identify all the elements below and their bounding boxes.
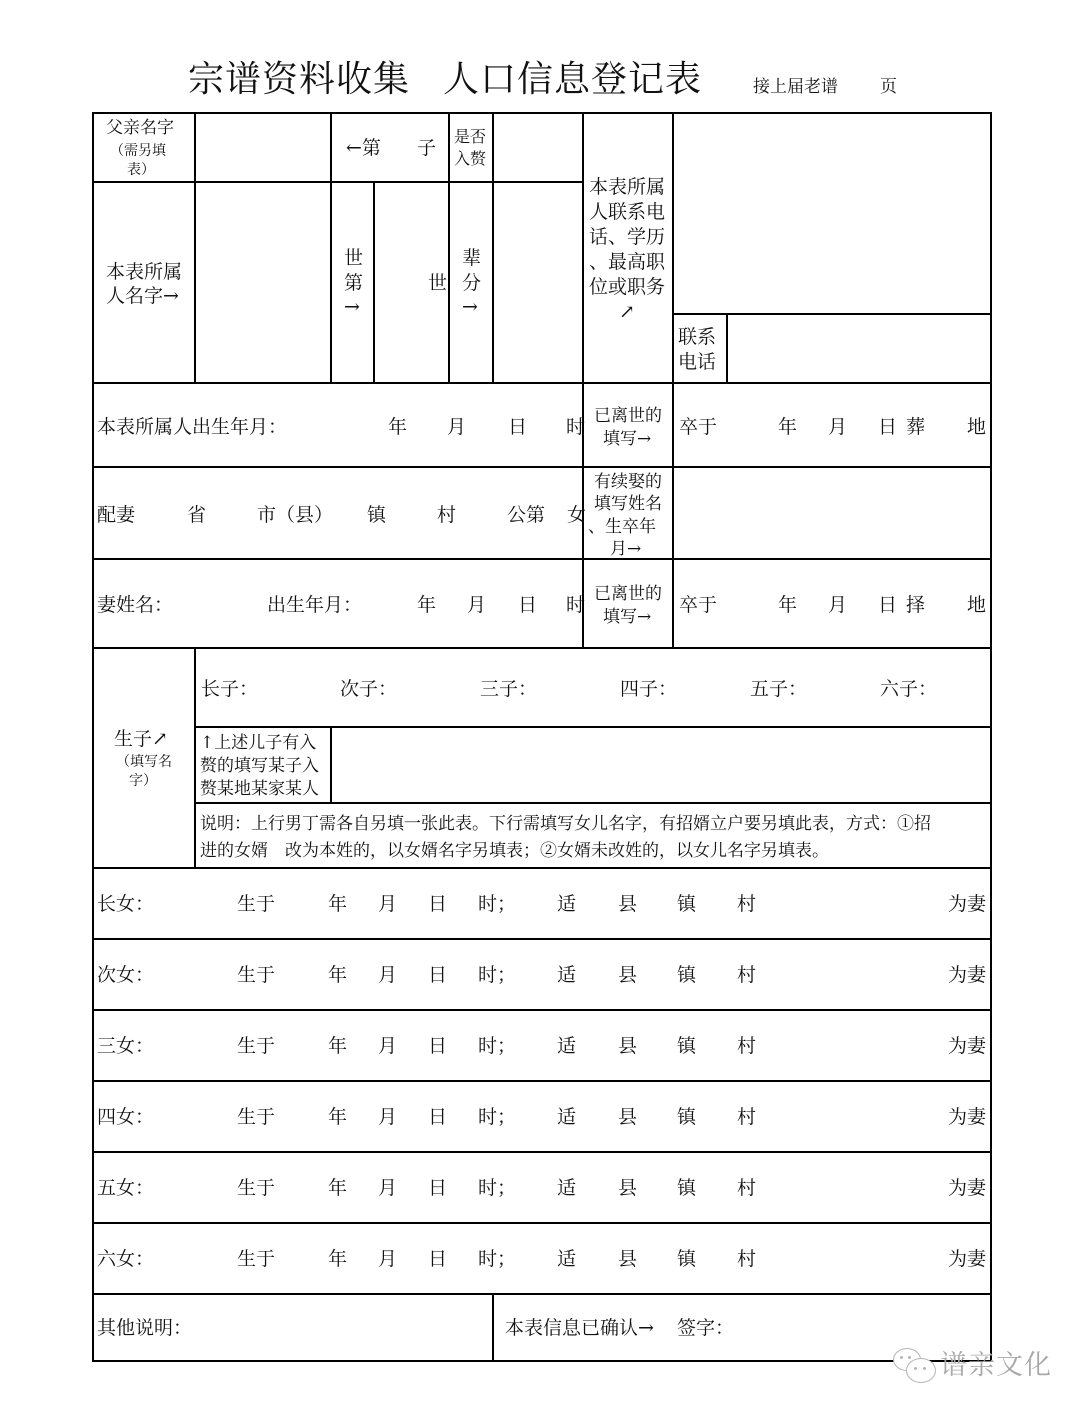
- wife-deceased-field-label: 择: [906, 594, 926, 616]
- contact-label-line: 本表所属: [589, 176, 666, 198]
- birth-unit-month: 月: [447, 416, 467, 438]
- contact-label-cell: [582, 112, 674, 384]
- adoption-field: [330, 726, 992, 804]
- wife-deceased-label-2: 填写→: [603, 607, 652, 627]
- birth-unit-hour: 时: [566, 416, 586, 438]
- deceased-field-label: 地: [967, 416, 987, 438]
- daughter-row: [92, 1080, 992, 1153]
- daughter-field-label: 月: [378, 1035, 398, 1057]
- seniority-field: [492, 181, 584, 384]
- daughter-field-label: 适: [557, 964, 577, 986]
- daughter-field-label: 时；: [478, 1106, 517, 1128]
- sons-names-row: [194, 647, 992, 728]
- watermark-text: 谱亲文化: [940, 1350, 1052, 1381]
- daughter-field-label: 日: [428, 1177, 448, 1199]
- remarried-label-line: 填写姓名: [594, 494, 662, 514]
- daughter-field-label: 适: [557, 893, 577, 915]
- contact-info-field: [672, 112, 992, 315]
- form-title-main: 宗谱资料收集: [188, 59, 411, 100]
- explanation-line: 进的女婿 改为本姓的，以女婿名字另填表；②女婿未改姓的，以女儿名字另填表。: [200, 841, 829, 861]
- adopted-in-label-2: 入赘: [454, 149, 487, 168]
- phone-field: [726, 313, 992, 384]
- daughter-row: [92, 1222, 992, 1295]
- daughter-field-label: 月: [378, 1248, 398, 1270]
- deceased-field-label: 日: [878, 416, 898, 438]
- arrow-right-icon: →: [344, 296, 360, 318]
- daughter-field-label: 县: [618, 964, 638, 986]
- daughter-field-label: 年: [328, 893, 348, 915]
- daughter-field-label: 镇: [677, 1177, 697, 1199]
- deceased-field-label: 年: [778, 416, 798, 438]
- daughter-field-label: 年: [328, 964, 348, 986]
- remarried-label-line: 月→: [610, 539, 642, 559]
- daughter-field-label: 年: [328, 1106, 348, 1128]
- contact-label-line: 、最高职: [589, 251, 666, 273]
- seniority-label-1: 辈: [462, 247, 482, 269]
- wife-field-label: 月: [467, 594, 487, 616]
- daughter-field-label: 县: [618, 1035, 638, 1057]
- spouse-field-label: 女: [567, 504, 587, 526]
- daughter-field-label: 月: [378, 1106, 398, 1128]
- daughter-field-label: 日: [428, 964, 448, 986]
- confirm-label: 本表信息已确认→: [505, 1317, 654, 1339]
- daughter-field-label: 镇: [677, 1106, 697, 1128]
- remarried-field: [672, 466, 992, 560]
- daughter-field-label: 村: [737, 1177, 757, 1199]
- spouse-field-label: 配妻: [97, 504, 136, 526]
- birth-order-suffix: 子: [417, 137, 437, 159]
- daughter-field-label: 为妻: [948, 964, 987, 986]
- daughter-field-label: 适: [557, 1177, 577, 1199]
- phone-label-1: 联系: [678, 326, 717, 348]
- birth-unit-year: 年: [388, 416, 408, 438]
- daughter-field-label: 为妻: [948, 1106, 987, 1128]
- adopted-in-field: [492, 112, 584, 183]
- daughter-label: 五女：: [97, 1177, 155, 1199]
- daughter-field-label: 生于: [237, 964, 276, 986]
- wife-deceased-field-label: 日: [878, 594, 898, 616]
- daughter-field-label: 县: [618, 1177, 638, 1199]
- daughter-field-label: 村: [737, 1035, 757, 1057]
- wife-deceased-label-1: 已离世的: [594, 584, 662, 604]
- daughter-row: [92, 867, 992, 940]
- form-title-sub: 人口信息登记表: [443, 59, 703, 100]
- daughter-field-label: 年: [328, 1248, 348, 1270]
- daughter-field-label: 为妻: [948, 1248, 987, 1270]
- phone-label-2: 电话: [678, 351, 717, 373]
- daughter-field-label: 时；: [478, 1177, 517, 1199]
- daughter-field-label: 生于: [237, 1177, 276, 1199]
- father-label: 父亲名字: [106, 118, 174, 138]
- father-note-2: 表）: [127, 162, 155, 178]
- spouse-field-label: 省: [187, 504, 207, 526]
- wife-deceased-field-label: 地: [967, 594, 987, 616]
- daughter-field-label: 日: [428, 1248, 448, 1270]
- daughter-field-label: 时；: [478, 1248, 517, 1270]
- signature-label: 签字：: [677, 1317, 735, 1339]
- deceased-label-2: 填写→: [603, 429, 652, 449]
- daughter-field-label: 月: [378, 964, 398, 986]
- sons-label: 生子↗: [114, 728, 168, 750]
- daughter-label: 三女：: [97, 1035, 155, 1057]
- deceased-field-label: 月: [828, 416, 848, 438]
- adoption-note-line: 赘某地某家某人: [200, 779, 319, 799]
- page-label: 页: [880, 77, 897, 97]
- daughter-field-label: 为妻: [948, 1177, 987, 1199]
- deceased-field-label: 卒于: [679, 416, 718, 438]
- daughter-field-label: 月: [378, 893, 398, 915]
- contact-label-line: 话、学历: [589, 226, 666, 248]
- contact-label-line: 人联系电: [589, 201, 666, 223]
- wife-field-label: 时: [566, 594, 586, 616]
- daughter-label: 六女：: [97, 1248, 155, 1270]
- daughter-row: [92, 1009, 992, 1082]
- wife-field-label: 妻姓名：: [97, 594, 174, 616]
- other-notes-label: 其他说明：: [97, 1317, 193, 1339]
- daughter-row: [92, 1151, 992, 1224]
- daughter-field-label: 村: [737, 1106, 757, 1128]
- birth-unit-day: 日: [508, 416, 528, 438]
- adoption-note-line: 赘的填写某子入: [200, 756, 319, 776]
- adopted-in-label-1: 是否: [454, 127, 487, 146]
- remarried-label-line: 有续娶的: [594, 472, 662, 492]
- daughter-field-label: 生于: [237, 1248, 276, 1270]
- seniority-label-2: 分: [462, 272, 482, 294]
- daughter-field-label: 县: [618, 893, 638, 915]
- prev-genealogy-label: 接上届老谱: [753, 77, 838, 97]
- daughter-field-label: 镇: [677, 1035, 697, 1057]
- son-name-label: 五子：: [750, 678, 808, 700]
- self-name-label-2: 人名字→: [106, 285, 179, 307]
- daughter-field-label: 村: [737, 964, 757, 986]
- deceased-label-1: 已离世的: [594, 406, 662, 426]
- wife-deceased-field-label: 月: [828, 594, 848, 616]
- self-name-label-1: 本表所属: [106, 261, 183, 283]
- daughter-field-label: 日: [428, 1035, 448, 1057]
- daughter-field-label: 年: [328, 1177, 348, 1199]
- wife-field-label: 日: [518, 594, 538, 616]
- daughter-field-label: 日: [428, 1106, 448, 1128]
- phone-label-cell: [672, 313, 728, 384]
- daughter-field-label: 村: [737, 1248, 757, 1270]
- wife-field-label: 年: [417, 594, 437, 616]
- daughter-field-label: 为妻: [948, 893, 987, 915]
- daughter-field-label: 时；: [478, 964, 517, 986]
- son-name-label: 次子：: [340, 678, 398, 700]
- son-name-label: 长子：: [201, 678, 259, 700]
- daughter-field-label: 镇: [677, 893, 697, 915]
- wechat-icon: [893, 1348, 939, 1388]
- father-name-field: [194, 112, 332, 183]
- self-name-field: [194, 181, 332, 384]
- daughter-field-label: 月: [378, 1177, 398, 1199]
- generation-label-1: 世: [344, 247, 364, 269]
- daughter-label: 四女：: [97, 1106, 155, 1128]
- daughter-field-label: 适: [557, 1106, 577, 1128]
- adoption-note-line: ↑上述儿子有入: [200, 733, 317, 753]
- wife-deceased-field-label: 年: [778, 594, 798, 616]
- sons-hint-1: （填写名: [116, 754, 172, 770]
- daughter-field-label: 日: [428, 893, 448, 915]
- daughter-field-label: 县: [618, 1106, 638, 1128]
- daughter-row: [92, 938, 992, 1011]
- daughter-field-label: 县: [618, 1248, 638, 1270]
- arrow-up-right-icon: ↗: [619, 301, 635, 323]
- daughter-field-label: 村: [737, 893, 757, 915]
- son-name-label: 四子：: [620, 678, 678, 700]
- son-name-label: 六子：: [880, 678, 938, 700]
- explanation-line: 说明：上行男丁需各自另填一张此表。下行需填写女儿名字，有招婿立户要另填此表，方式：①招: [200, 814, 931, 834]
- son-name-label: 三子：: [480, 678, 538, 700]
- daughter-label: 长女：: [97, 893, 155, 915]
- spouse-field-label: 公第: [507, 504, 546, 526]
- daughter-field-label: 镇: [677, 964, 697, 986]
- sons-hint-2: 字）: [129, 773, 157, 789]
- spouse-field-label: 市（县）: [257, 504, 334, 526]
- daughter-field-label: 生于: [237, 1106, 276, 1128]
- deceased-field-label: 葬: [906, 416, 926, 438]
- wife-deceased-field-label: 卒于: [679, 594, 718, 616]
- remarried-label-line: 、生卒年: [588, 517, 656, 537]
- father-note-1: （需另填: [110, 143, 166, 159]
- daughter-field-label: 镇: [677, 1248, 697, 1270]
- arrow-right-icon: →: [462, 296, 478, 318]
- daughter-field-label: 年: [328, 1035, 348, 1057]
- contact-label-line: 位或职务: [589, 276, 666, 298]
- birth-order-prefix: ←第: [346, 137, 381, 159]
- daughter-field-label: 为妻: [948, 1035, 987, 1057]
- daughter-field-label: 时；: [478, 893, 517, 915]
- daughter-label: 次女：: [97, 964, 155, 986]
- daughter-field-label: 适: [557, 1035, 577, 1057]
- generation-label-2: 第: [344, 272, 364, 294]
- wife-field-label: 出生年月：: [267, 594, 363, 616]
- daughter-field-label: 时；: [478, 1035, 517, 1057]
- generation-suffix: 世: [428, 272, 448, 294]
- spouse-field-label: 镇: [367, 504, 387, 526]
- spouse-field-label: 村: [437, 504, 457, 526]
- daughter-field-label: 生于: [237, 1035, 276, 1057]
- daughter-field-label: 生于: [237, 893, 276, 915]
- birth-label: 本表所属人出生年月：: [97, 416, 288, 438]
- daughter-field-label: 适: [557, 1248, 577, 1270]
